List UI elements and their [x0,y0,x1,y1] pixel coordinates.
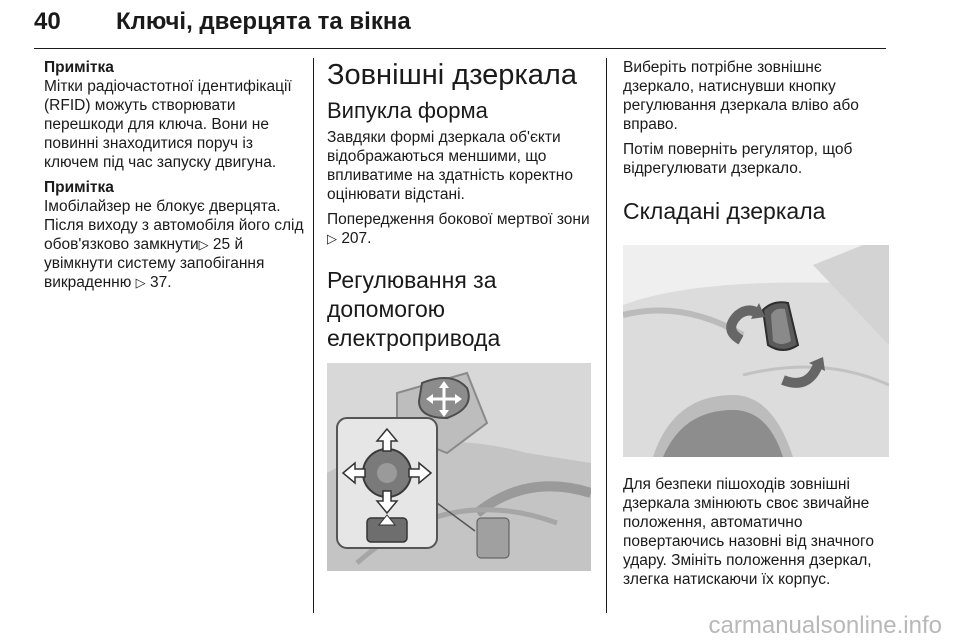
watermark: carmanualsonline.info [708,612,942,639]
right-triangle-icon: ▷ [135,275,146,290]
column-2 [327,58,591,571]
page-reference[interactable]: 207. [341,230,372,247]
body-text: Завдяки формі дзеркала об'єкти відображаються меншими, що впливатиме на здатність коректно оцінювати відстані. [327,129,573,203]
page-reference[interactable]: 25 [212,236,231,253]
right-triangle-icon: ▷ [198,237,209,252]
note-heading: Примітка [44,179,114,196]
body-text: Для безпеки пішоходів зовнішні дзеркала змінюють своє звичайне положення, автоматично повертаючись назовні від значного удару. Змініть положення дзеркал, злегка натискаючи їх корпус. [623,476,874,588]
column-3 [623,58,889,595]
body-text: Виберіть потрібне зовнішнє дзеркало, натиснувши кнопку регулювання дзеркала вліво або вправо. [623,59,859,133]
body-text-part: Попередження бокової мертвої зони [327,211,590,228]
right-triangle-icon: ▷ [327,231,337,246]
body-text: Потім поверніть регулятор, щоб відрегулювати дзеркало. [623,141,853,177]
note-text-part: й увімкнути систему запобігання викраденню [44,236,265,291]
note-text: Мітки радіочастотної ідентифікації (RFID) можуть створювати перешкоди для ключа. Вони не повинні знаходитися поруч із ключем під час запуску двигуна. [44,78,292,171]
note-text-part: Імобілайзер не блокує дверцята. Після виходу з автомобіля його слід обов'язково замкнути [44,198,304,253]
page-number: 40 [34,8,61,35]
power-mirror-control-illustration [327,363,591,571]
section-title: Зовнішні дзеркала [327,59,577,91]
note-heading: Примітка [44,59,114,76]
column-divider [606,58,607,613]
subsection-heading: Регулювання за допомогою електропривода [327,267,501,351]
folding-mirror-illustration [623,245,889,457]
body-text [327,210,591,248]
page-header [34,4,886,48]
note-text [44,197,306,292]
column-divider [313,58,314,613]
column-1 [44,58,306,298]
running-title: Ключі, дверцята та вікна [116,8,411,35]
header-rule [34,48,886,49]
subsection-heading: Складані дзеркала [623,198,826,224]
page-reference[interactable]: 37. [149,274,172,291]
subsection-heading: Випукла форма [327,98,488,123]
